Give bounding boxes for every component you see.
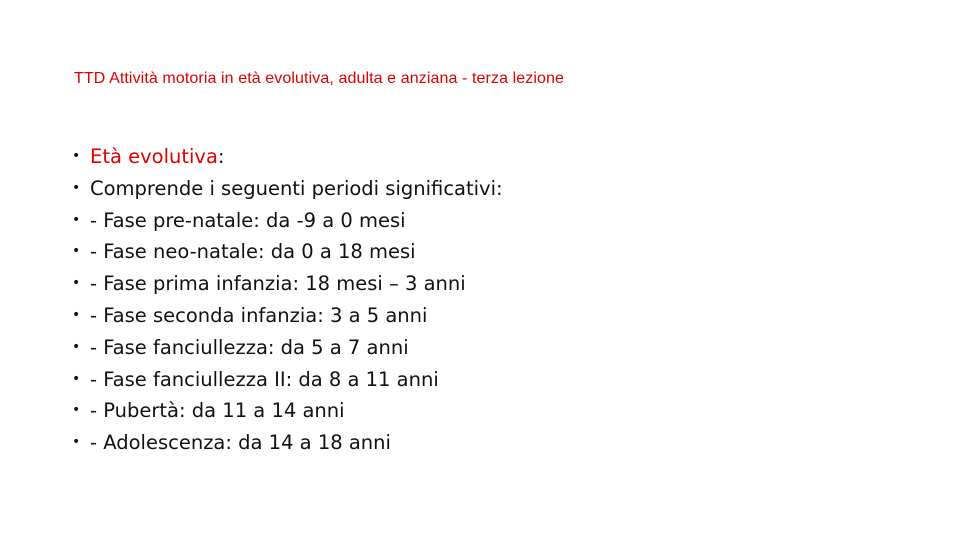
list-item [72,268,503,300]
bullet-icon: • [72,370,81,387]
list-item [72,205,503,237]
bullet-icon: • [72,306,81,323]
list-item [72,332,503,364]
item-text: - Pubertà: da 11 a 14 anni [90,399,345,423]
list-item [72,236,503,268]
item-text: - Fase seconda infanzia: 3 a 5 anni [90,303,428,327]
item-text: - Fase fanciullezza II: da 8 a 11 anni [90,367,439,391]
highlight-text: Età evolutiva [90,145,218,168]
bullet-list [72,141,503,459]
list-item [72,395,503,427]
item-text: - Fase pre-natale: da -9 a 0 mesi [90,208,406,232]
bullet-icon: • [72,338,81,355]
item-text: - Fase fanciullezza: da 5 a 7 anni [90,335,409,359]
list-item [72,300,503,332]
list-item [72,364,503,396]
item-text: : [217,145,225,168]
bullet-icon: • [72,275,81,292]
bullet-icon: • [72,434,81,451]
item-text: - Adolescenza: da 14 a 18 anni [90,431,391,455]
list-item [72,141,503,173]
item-text: Comprende i seguenti periodi significativi: [90,176,503,200]
bullet-icon: • [72,402,81,419]
list-item [72,173,503,205]
bullet-icon: • [72,179,81,196]
bullet-icon: • [72,243,81,260]
item-text: - Fase neo-natale: da 0 a 18 mesi [90,240,416,264]
slide-title: TTD Attività motoria in età evolutiva, adulta e anziana - terza lezione [74,70,565,87]
item-text: - Fase prima infanzia: 18 mesi – 3 anni [90,272,466,296]
list-item [72,427,503,459]
bullet-icon: • [72,211,81,228]
bullet-icon: • [72,148,81,164]
